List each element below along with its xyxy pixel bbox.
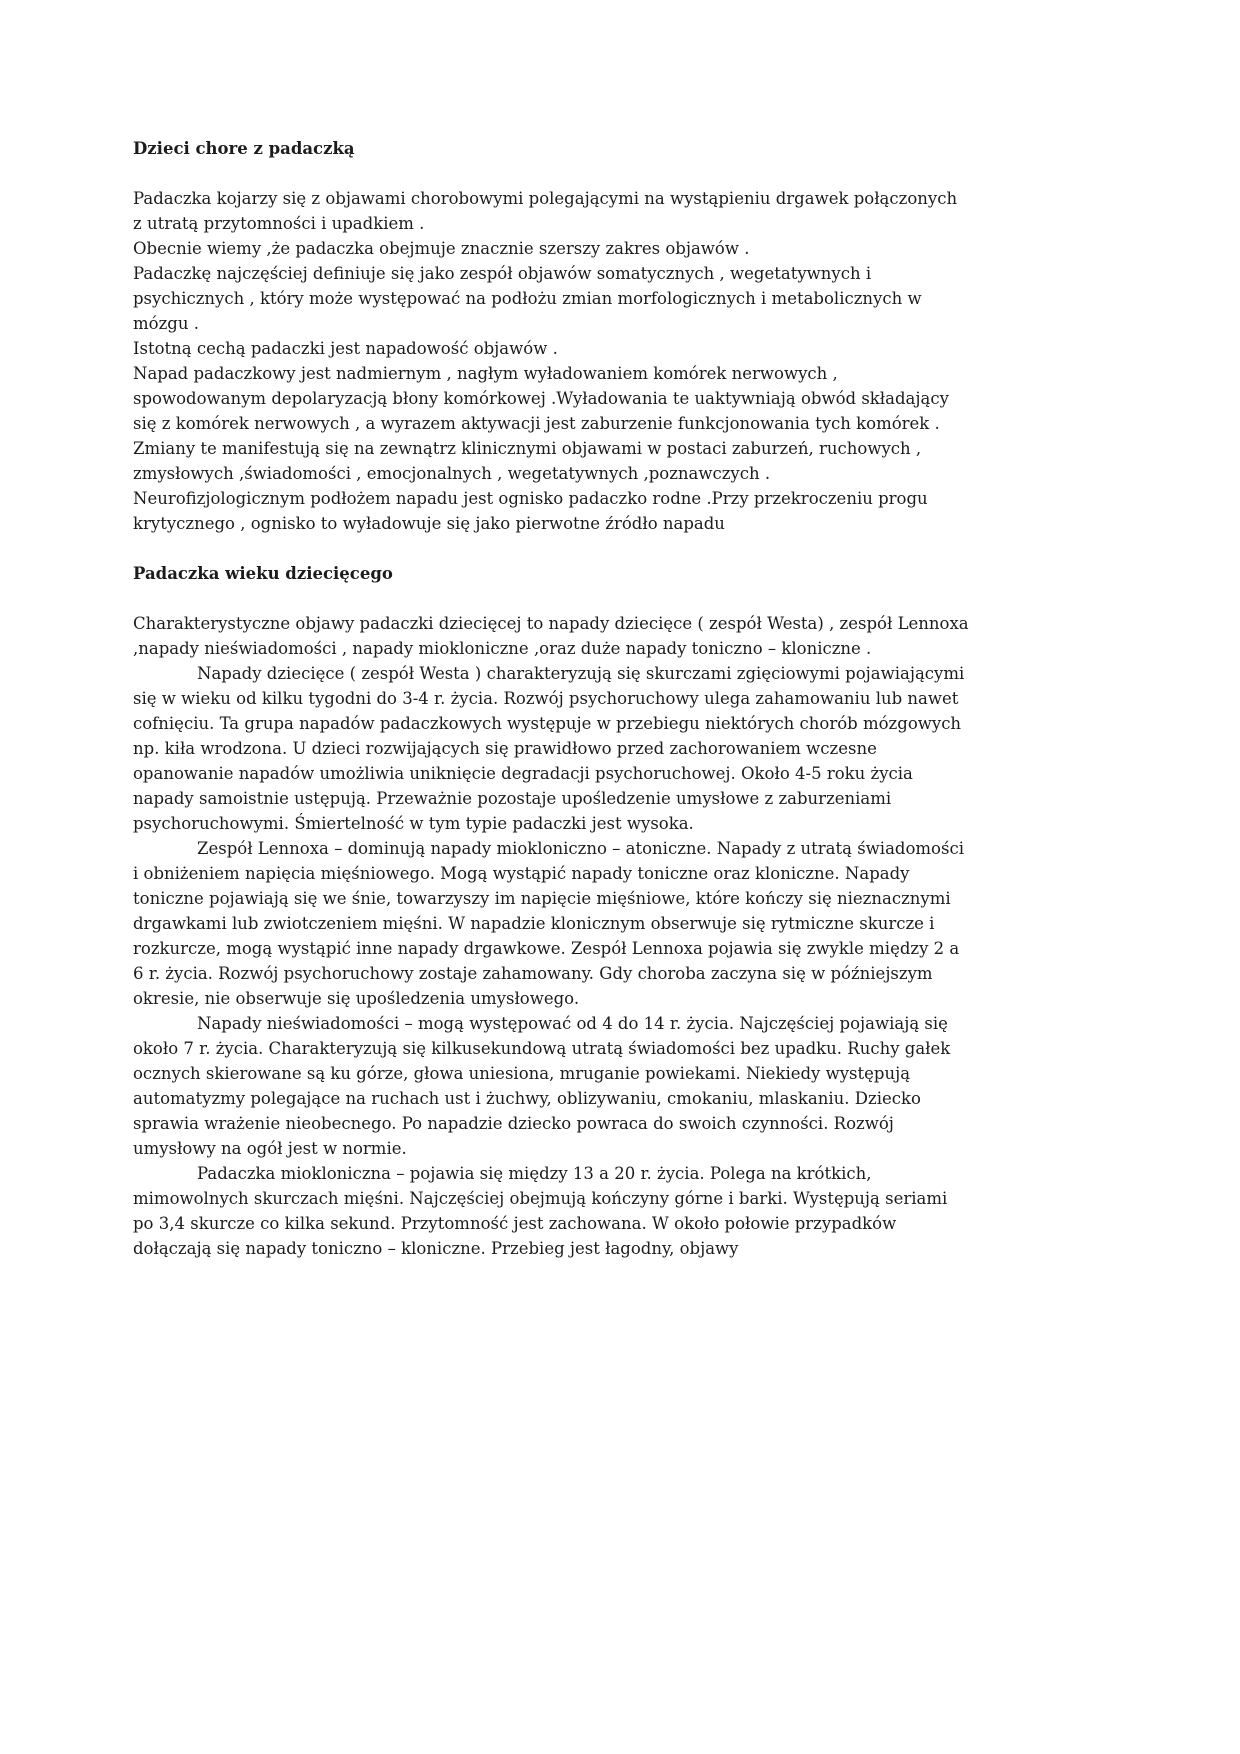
paragraph: Napady dziecięce ( zespół Westa ) charakteryzują się skurczami zgięciowymi pojawiającymi się w wieku od kilku tygodni do 3-4 r. życia. Rozwój psychoruchowy ulega zahamowaniu lub nawet cofnięciu. Ta grupa napadów padaczkowych występuje w przebiegu niektórych chorób mózgowych np. kiła wrodzona. U dzieci rozwijających się prawidłowo przed zachorowaniem wczesne opanowanie napadów umożliwia uniknięcie degradacji psychoruchowej. Około 4-5 roku życia napady samoistnie ustępują. Przeważnie pozostaje upośledzenie umysłowe z zaburzeniami psychoruchowymi. Śmiertelność w tym typie padaczki jest wysoka. (133, 664, 965, 833)
paragraph: Napad padaczkowy jest nadmiernym , nagłym wyładowaniem komórek nerwowych , spowodowanym depolaryzacją błony komórkowej .Wyładowania te uaktywniają obwód składający się z komórek nerwowych , a wyrazem aktywacji jest zaburzenie funkcjonowania tych komórek . (133, 364, 949, 433)
paragraph: Zespół Lennoxa – dominują napady miokloniczno – atoniczne. Napady z utratą świadomości i obniżeniem napięcia mięśniowego. Mogą wystąpić napady toniczne oraz kloniczne. Napady toniczne pojawiają się we śnie, towarzyszy im napięcie mięśniowe, które kończy się nieznacznymi drgawkami lub zwiotczeniem mięśni. W napadzie klonicznym obserwuje się rytmiczne skurcze i rozkurcze, mogą wystąpić inne napady drgawkowe. Zespół Lennoxa pojawia się zwykle między 2 a 6 r. życia. Rozwój psychoruchowy zostaje zahamowany. Gdy choroba zaczyna się w późniejszym okresie, nie obserwuje się upośledzenia umysłowego. (133, 839, 964, 1008)
paragraph: Napady nieświadomości – mogą występować od 4 do 14 r. życia. Najczęściej pojawiają się około 7 r. życia. Charakteryzują się kilkusekundową utratą świadomości bez upadku. Ruchy gałek ocznych skierowane są ku górze, głowa uniesiona, mruganie powiekami. Niekiedy występują automatyzmy polegające na ruchach ust i żuchwy, oblizywaniu, cmokaniu, mlaskaniu. Dziecko sprawia wrażenie nieobecnego. Po napadzie dziecko powraca do swoich czynności. Rozwój umysłowy na ogół jest w normie. (133, 1014, 951, 1158)
paragraph: Padaczka kojarzy się z objawami chorobowymi polegającymi na wystąpieniu drgawek połączonych z utratą przytomności i upadkiem . (133, 189, 958, 233)
heading-padaczka-wieku-dzieciecego: Padaczka wieku dziecięcego (133, 564, 393, 583)
paragraph: Padaczka miokloniczna – pojawia się między 13 a 20 r. życia. Polega na krótkich, mimowolnych skurczach mięśni. Najczęściej obejmują kończyny górne i barki. Występują seriami po 3,4 skurcze co kilka sekund. Przytomność jest zachowana. W około połowie przypadków dołączają się napady toniczno – kloniczne. Przebieg jest łagodny, objawy (133, 1164, 948, 1258)
paragraph: Zmiany te manifestują się na zewnątrz klinicznymi objawami w postaci zaburzeń, ruchowych , zmysłowych ,świadomości , emocjonalnych , wegetatywnych ,poznawczych . (133, 439, 922, 483)
paragraph: Padaczkę najczęściej definiuje się jako zespół objawów somatycznych , wegetatywnych i psychicznych , który może występować na podłożu zmian morfologicznych i metabolicznych w mózgu . (133, 264, 922, 333)
paragraph: Charakterystyczne objawy padaczki dziecięcej to napady dziecięce ( zespół Westa) , zespół Lennoxa ,napady nieświadomości , napady miokloniczne ,oraz duże napady toniczno – kloniczne . (133, 614, 969, 658)
paragraph: Obecnie wiemy ,że padaczka obejmuje znacznie szerszy zakres objawów . (133, 239, 750, 258)
paragraph: Neurofizjologicznym podłożem napadu jest ognisko padaczko rodne .Przy przekroczeniu progu krytycznego , ognisko to wyładowuje się jako pierwotne źródło napadu (133, 489, 928, 533)
paragraph: Istotną cechą padaczki jest napadowość objawów . (133, 339, 558, 358)
document-page (133, 136, 971, 1261)
heading-dzieci-chore-z-padaczka: Dzieci chore z padaczką (133, 139, 355, 158)
